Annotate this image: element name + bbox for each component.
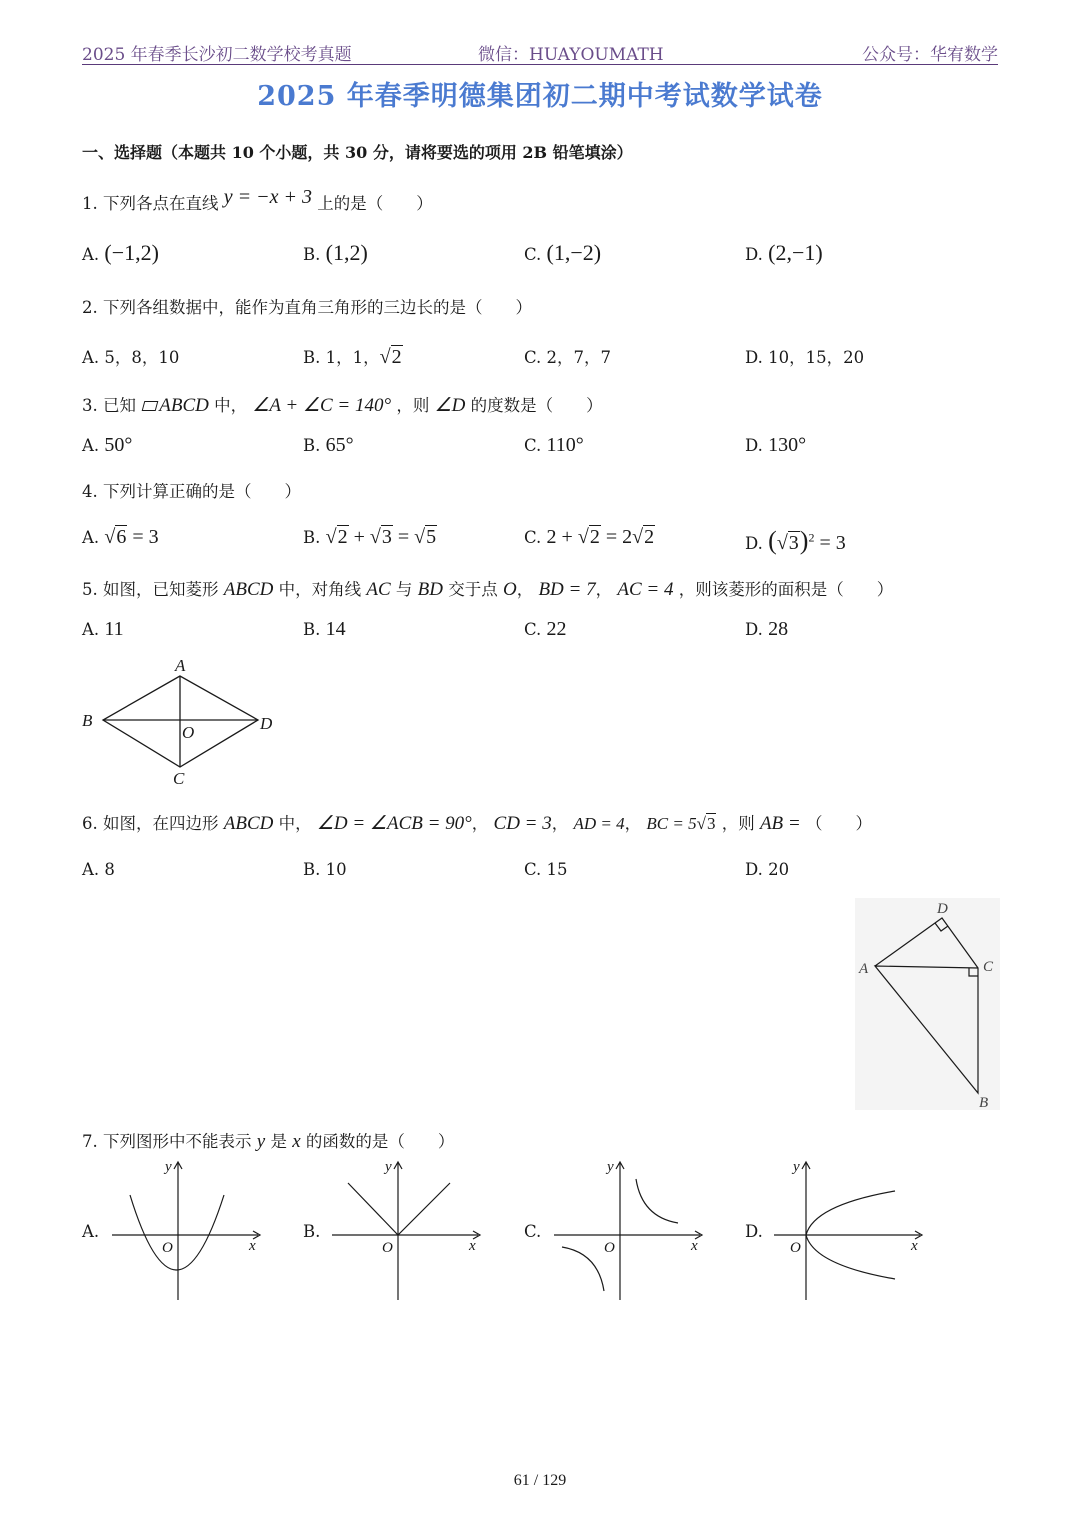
- q3-expression-2: ∠D: [434, 395, 466, 416]
- q5-suffix: ，则该菱形的面积是（ ）: [678, 580, 894, 599]
- q7-text-a: 是: [270, 1132, 287, 1151]
- q6-text-a: 中，: [278, 814, 312, 833]
- q7-graph-b: [328, 1155, 488, 1305]
- q3-option-c-value: 110°: [546, 434, 584, 456]
- q7-graph-a: [108, 1155, 268, 1305]
- q6-comma-3: ，: [624, 814, 642, 833]
- q6-comma-1: ，: [471, 814, 489, 833]
- label-a: A: [175, 656, 186, 675]
- q3-option-a-label: A.: [82, 436, 100, 455]
- q7-option-a-label: A.: [82, 1222, 100, 1241]
- q6-bc-radicand: 3: [706, 814, 716, 833]
- q2-option-b-text: B. 1，1，: [303, 348, 380, 367]
- q5-text-b: 与: [395, 580, 413, 599]
- q2-option-b: B. 1，1，√2: [303, 346, 402, 368]
- q6-ab-expr: AB =: [759, 813, 801, 834]
- y-label: y: [607, 1159, 614, 1175]
- q6-suffix: （ ）: [805, 814, 872, 833]
- y-label: y: [385, 1159, 392, 1175]
- q3-option-a-value: 50°: [104, 434, 133, 456]
- q6-text-b: ，则: [721, 814, 755, 833]
- q5-point-o: O: [502, 579, 517, 600]
- q3-option-b-value: 65°: [325, 434, 354, 456]
- q1-expression: y = −x + 3: [223, 186, 312, 208]
- parabola-curve: [130, 1195, 224, 1270]
- q1-option-a: [82, 240, 159, 266]
- q1-option-c-label: C.: [524, 245, 542, 264]
- label-d: D: [937, 901, 948, 917]
- q4-option-a-label: A.: [82, 528, 100, 547]
- q4-option-c-math: 2 + √2 = 2√2: [546, 526, 655, 548]
- label-c: C: [173, 769, 185, 788]
- q4-option-d: [745, 526, 846, 556]
- q5-prefix: 5. 如图，已知菱形: [82, 580, 219, 599]
- q1-option-c: [524, 240, 601, 266]
- q3-option-a: [82, 434, 132, 457]
- q5-comma-2: ，: [595, 580, 613, 599]
- x-label: x: [911, 1238, 918, 1254]
- origin-label: O: [790, 1240, 801, 1256]
- q7-option-b-label: B.: [303, 1222, 321, 1241]
- q5-option-b-label: B.: [303, 620, 321, 639]
- q3-option-c-label: C.: [524, 436, 542, 455]
- q6-comma-2: ，: [551, 814, 569, 833]
- q3-option-d: [745, 434, 806, 457]
- q3-option-b: [303, 434, 354, 457]
- label-c: C: [983, 959, 994, 975]
- q6-option-c: C. 15: [524, 860, 568, 879]
- page-header: [82, 38, 998, 65]
- x-label: x: [691, 1238, 698, 1254]
- q6-bc-value: BC = 5: [646, 814, 697, 833]
- q2-option-d: D. 10，15，20: [745, 348, 865, 367]
- q5-option-a-label: A.: [82, 620, 100, 639]
- q5-bd-value: BD = 7: [538, 579, 596, 600]
- q1-suffix: 上的是（ ）: [317, 194, 433, 213]
- q5-text-a: 中，对角线: [278, 580, 362, 599]
- q7-suffix: 的函数的是（ ）: [305, 1132, 455, 1151]
- q1-prefix: 1. 下列各点在直线: [82, 194, 219, 213]
- q2-option-b-radicand: 2: [391, 346, 402, 368]
- q4-option-a-math: √6 = 3: [104, 526, 159, 548]
- q5-option-d-value: 28: [768, 618, 789, 640]
- q6-quadrilateral-figure: [855, 898, 1000, 1110]
- q6-option-d: D. 20: [745, 860, 790, 879]
- question-3: [82, 392, 603, 417]
- q5-diagonal-bd: BD: [417, 579, 443, 600]
- q4-option-d-math: $(√3)^2 = 3$: [768, 526, 846, 555]
- header-left: 2025 年春季长沙初二数学校考真题: [82, 45, 352, 65]
- q3-prefix: 3. 已知: [82, 396, 136, 415]
- q4-option-d-label: D.: [745, 534, 763, 553]
- q4-option-c: [524, 526, 655, 549]
- origin-label: O: [162, 1240, 173, 1256]
- question-1: [82, 186, 433, 215]
- q5-option-a: [82, 618, 124, 641]
- q5-option-a-value: 11: [104, 618, 124, 640]
- q4-option-b-math: √2 + √3 = √5: [325, 526, 437, 548]
- q3-figure-name: ABCD: [159, 395, 209, 416]
- q6-ad-value: AD = 4: [573, 814, 625, 833]
- q2-option-a: A. 5，8，10: [82, 348, 180, 367]
- q5-rhombus-figure: [78, 652, 288, 792]
- hyperbola-branch-1: [636, 1179, 678, 1223]
- question-5: [82, 576, 893, 601]
- question-2: 2. 下列各组数据中，能作为直角三角形的三边长的是（ ）: [82, 298, 532, 317]
- q5-option-c: [524, 618, 567, 641]
- q1-option-a-label: A.: [82, 245, 100, 264]
- q3-option-b-label: B.: [303, 436, 321, 455]
- q5-figure-name: ABCD: [223, 579, 274, 600]
- x-label: x: [469, 1238, 476, 1254]
- question-4: 4. 下列计算正确的是（ ）: [82, 482, 301, 501]
- label-o: O: [182, 723, 195, 742]
- q5-diagonal-ac: AC: [366, 579, 391, 600]
- q3-option-d-label: D.: [745, 436, 763, 455]
- q3-option-d-value: 130°: [768, 434, 807, 456]
- q6-cd-value: CD = 3: [493, 813, 552, 834]
- q3-text-b: ，则: [396, 396, 430, 415]
- header-middle: 微信：HUAYOUMATH: [478, 45, 664, 65]
- q7-graph-d: [770, 1155, 930, 1305]
- q5-comma-1: ，: [516, 580, 534, 599]
- q5-option-c-label: C.: [524, 620, 542, 639]
- q7-option-d-label: D.: [745, 1222, 763, 1241]
- label-b: B: [979, 1095, 989, 1110]
- y-label: y: [165, 1159, 172, 1175]
- page-title: 2025 年春季明德集团初二期中考试数学试卷: [257, 81, 823, 112]
- q6-angle-expr: ∠D = ∠ACB = 90°: [316, 813, 472, 834]
- q4-option-a: [82, 526, 159, 549]
- q6-option-a: A. 8: [82, 860, 115, 879]
- q1-option-b-value: (1,2): [325, 240, 368, 265]
- q2-option-c: C. 2，7，7: [524, 348, 612, 367]
- q7-prefix: 7. 下列图形中不能表示: [82, 1132, 252, 1151]
- q5-option-b: [303, 618, 346, 641]
- q3-option-c: [524, 434, 584, 457]
- parallelogram-icon: [142, 401, 159, 411]
- q4-option-c-label: C.: [524, 528, 542, 547]
- q1-option-d-value: (2,−1): [768, 240, 823, 265]
- q6-option-b: B. 10: [303, 860, 347, 879]
- hyperbola-branch-2: [562, 1247, 604, 1291]
- q5-option-c-value: 22: [546, 618, 567, 640]
- q5-option-d-label: D.: [745, 620, 763, 639]
- origin-label: O: [604, 1240, 615, 1256]
- q6-prefix: 6. 如图，在四边形: [82, 814, 219, 833]
- question-7: [82, 1128, 454, 1153]
- label-d: D: [260, 714, 273, 733]
- q3-suffix: 的度数是（ ）: [470, 396, 603, 415]
- y-label: y: [793, 1159, 800, 1175]
- q5-text-c: 交于点: [448, 580, 498, 599]
- q7-var-y: y: [256, 1131, 266, 1152]
- q1-option-a-value: (−1,2): [104, 240, 159, 265]
- section-heading: 一、选择题（本题共 10 个小题，共 30 分，请将要选的项用 2B 铅笔填涂）: [82, 143, 633, 162]
- q7-var-x: x: [292, 1131, 301, 1152]
- q1-option-c-value: (1,−2): [546, 240, 602, 265]
- q7-graph-c: [550, 1155, 710, 1305]
- v-shape-curve: [348, 1183, 450, 1235]
- q1-option-b-label: B.: [303, 245, 321, 264]
- header-right: 公众号：华宥数学: [862, 45, 998, 65]
- question-6: 6. 如图，在四边形 ABCD 中， ∠D = ∠ACB = 90°， CD = 3， AD = 4， BC = 5√3 ，则 AB = （ ）: [82, 813, 872, 834]
- label-b: B: [82, 711, 93, 730]
- q4-option-b: [303, 526, 437, 549]
- q5-ac-value: AC = 4: [617, 579, 674, 600]
- q5-option-d: [745, 618, 788, 641]
- q4-option-b-label: B.: [303, 528, 321, 547]
- page-number: 61 / 129: [513, 1472, 567, 1489]
- q1-option-d-label: D.: [745, 245, 763, 264]
- q7-option-c-label: C.: [524, 1222, 542, 1241]
- q3-text-a: 中，: [214, 396, 248, 415]
- x-label: x: [249, 1238, 256, 1254]
- q5-option-b-value: 14: [325, 618, 346, 640]
- origin-label: O: [382, 1240, 393, 1256]
- label-a: A: [859, 961, 869, 977]
- q6-figure-name: ABCD: [223, 813, 274, 834]
- q1-option-d: [745, 240, 823, 266]
- q3-expression: ∠A + ∠C = 140°: [252, 395, 392, 416]
- q1-option-b: [303, 240, 368, 266]
